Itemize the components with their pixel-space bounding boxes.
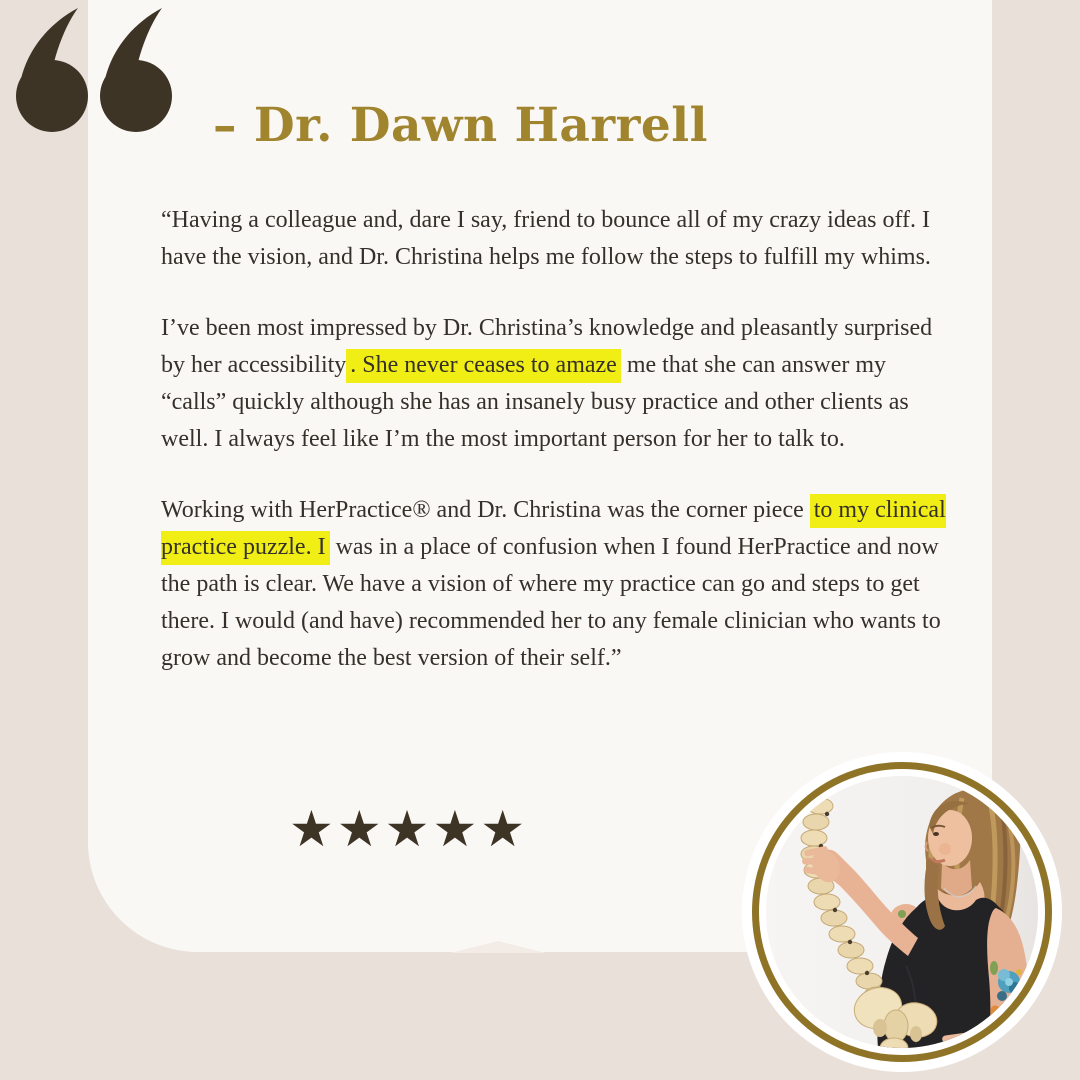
paragraph-1: “Having a colleague and, dare I say, friend to bounce all of my crazy ideas off. I have the vision, and Dr. Christina helps me follow the steps to fulfill my whims. (161, 207, 931, 270)
reviewer-photo (742, 752, 1062, 1072)
paragraph-3-highlight: to my clinical practice puzzle. I (161, 494, 946, 565)
paragraph-3-pre: Working with HerPractice® and Dr. Christina was the corner piece (161, 497, 810, 523)
paragraph-2-post: me that she can answer my “calls” quickly although she has an insanely busy practice and other clients as well. I always feel like I’m the most important person for her to talk to. (161, 352, 909, 452)
paragraph-2-pre: I’ve been most impressed by Dr. Christina’s knowledge and pleasantly surprised by her accessibility (161, 315, 933, 378)
attribution: – Dr. Dawn Harrell (213, 98, 708, 153)
testimonial-text (161, 202, 953, 677)
quote-icon (14, 8, 184, 136)
star-rating: ★★★★★ (289, 800, 529, 858)
paragraph-3-post: was in a place of confusion when I found HerPractice and now the path is clear. We have a vision of where my practice can go and steps to get there. I would (and have) recommended her to any female clinician who wants to grow and become the best version of their self.” (161, 534, 941, 671)
card-tail (450, 941, 546, 953)
paragraph-3 (161, 492, 953, 677)
paragraph-2 (161, 310, 953, 458)
photo-image (766, 776, 1038, 1048)
paragraph-2-highlight: . She never ceases to amaze (346, 349, 621, 383)
